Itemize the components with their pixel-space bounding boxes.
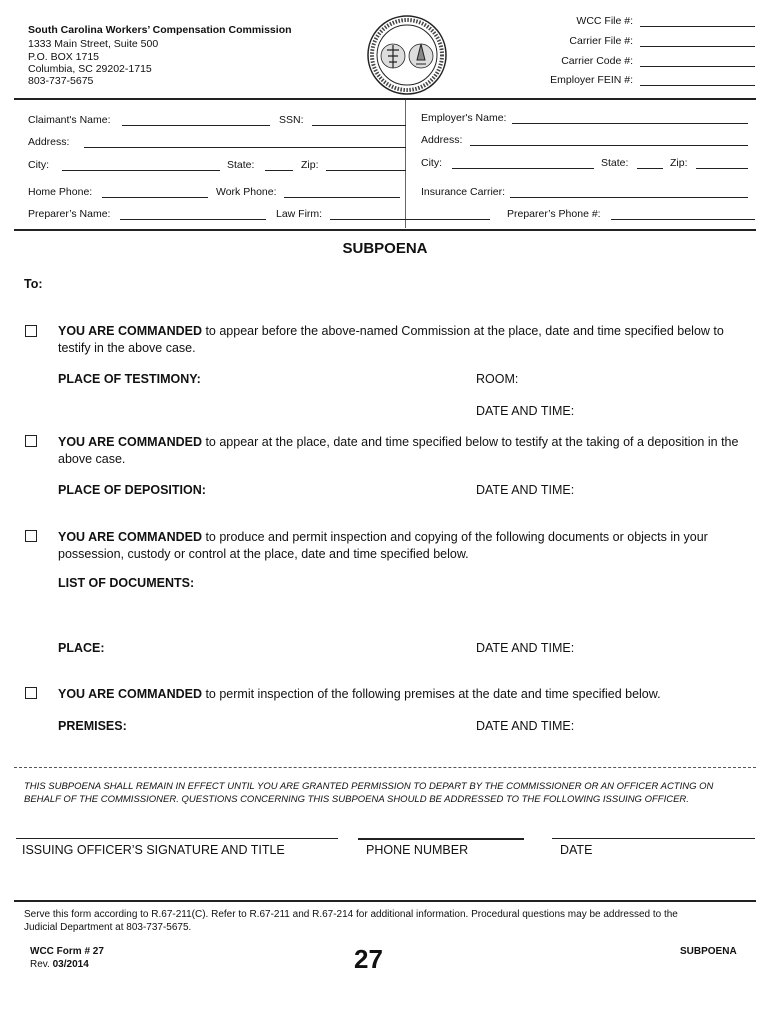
org-name: South Carolina Workers’ Compensation Commission (28, 24, 292, 36)
room-label: ROOM: (476, 372, 519, 386)
home-phone-field[interactable] (102, 197, 208, 198)
insurance-carrier-field[interactable] (510, 197, 748, 198)
place-of-deposition-label: PLACE OF DEPOSITION: (58, 483, 206, 497)
employer-address-label: Address: (421, 134, 463, 146)
law-firm-field[interactable] (330, 219, 490, 220)
footer-divider (14, 900, 756, 902)
employer-fein-label: Employer FEIN #: (550, 74, 633, 86)
preparer-name-label: Preparer’s Name: (28, 208, 111, 220)
employer-name-field[interactable] (512, 123, 748, 124)
page-title: SUBPOENA (342, 240, 428, 257)
claimant-city-label: City: (28, 159, 49, 171)
claimant-state-label: State: (227, 159, 255, 171)
claimant-state-field[interactable] (265, 170, 293, 171)
testimony-checkbox[interactable] (25, 325, 37, 337)
deposition-datetime-label: DATE AND TIME: (476, 483, 575, 497)
employer-city-field[interactable] (452, 168, 594, 169)
premises-checkbox[interactable] (25, 687, 37, 699)
list-of-documents-label: LIST OF DOCUMENTS: (58, 576, 195, 590)
work-phone-label: Work Phone: (216, 186, 277, 198)
claimant-name-label: Claimant's Name: (28, 114, 111, 126)
employer-state-label: State: (601, 157, 629, 169)
wcc-file-field[interactable] (640, 26, 755, 27)
notice-divider (14, 767, 756, 768)
deposition-checkbox[interactable] (25, 435, 37, 447)
state-seal-icon (366, 14, 448, 96)
officer-signature-line[interactable] (16, 838, 338, 839)
phone-number-label: PHONE NUMBER (366, 843, 469, 857)
preparer-name-field[interactable] (120, 219, 266, 220)
form-number: WCC Form # 27 (30, 946, 104, 957)
premises-label: PREMISES: (58, 719, 127, 733)
law-firm-label: Law Firm: (276, 208, 323, 220)
testimony-command: YOU ARE COMMANDED to appear before the above-named Commission at the place, date and time specified below to testify in the above case. (58, 324, 724, 355)
claimant-address-field[interactable] (84, 147, 406, 148)
serve-instructions: Serve this form according to R.67-211(C). Refer to R.67-211 and R.67-214 for additional information. Procedural questions may be addressed to the Judicial Department at 803-737-5675. (24, 909, 678, 933)
subpoena-notice: THIS SUBPOENA SHALL REMAIN IN EFFECT UNTIL YOU ARE GRANTED PERMISSION TO DEPART BY THE COMMISSIONER OR AN OFFICER ACTING ON BEHALF OF THE COMMISSIONER. QUESTIONS CONCERNING THIS SUBPOENA SHOULD BE ADDRESSED TO THE FOLLOWING ISSUING OFFICER. (24, 781, 714, 805)
revision: Rev. 03/2014 (30, 959, 89, 970)
place-of-testimony-label: PLACE OF TESTIMONY: (58, 372, 201, 386)
column-divider (405, 100, 406, 228)
documents-place-label: PLACE: (58, 641, 105, 655)
to-label: To: (24, 277, 43, 291)
phone-number-line[interactable] (358, 838, 524, 840)
claimant-city-field[interactable] (62, 170, 220, 171)
officer-signature-label: ISSUING OFFICER’S SIGNATURE AND TITLE (22, 843, 285, 857)
carrier-file-label: Carrier File #: (569, 35, 633, 47)
ssn-label: SSN: (279, 114, 304, 126)
claimant-zip-label: Zip: (301, 159, 319, 171)
employer-state-field[interactable] (637, 168, 663, 169)
testimony-datetime-label: DATE AND TIME: (476, 404, 575, 418)
claimant-address-label: Address: (28, 136, 70, 148)
org-phone: 803-737-5675 (28, 75, 94, 87)
form-name: SUBPOENA (680, 946, 737, 957)
employer-address-field[interactable] (470, 145, 748, 146)
documents-datetime-label: DATE AND TIME: (476, 641, 575, 655)
form-big-number: 27 (354, 944, 383, 974)
claimant-zip-field[interactable] (326, 170, 406, 171)
home-phone-label: Home Phone: (28, 186, 93, 198)
documents-command: YOU ARE COMMANDED to produce and permit inspection and copying of the following documents or objects in your possession, custody or control at the place, date and time specified below. (58, 530, 708, 561)
preparer-phone-label: Preparer’s Phone #: (507, 208, 601, 220)
employer-name-label: Employer's Name: (421, 112, 507, 124)
insurance-carrier-label: Insurance Carrier: (421, 186, 506, 198)
employer-zip-field[interactable] (696, 168, 748, 169)
date-line[interactable] (552, 838, 755, 839)
carrier-code-field[interactable] (640, 66, 755, 67)
deposition-command: YOU ARE COMMANDED to appear at the place, date and time specified below to testify at the taking of a deposition in the above case. (58, 435, 739, 466)
header-divider (14, 98, 756, 100)
date-label: DATE (560, 843, 593, 857)
org-address-line2: P.O. BOX 1715 (28, 51, 100, 63)
premises-datetime-label: DATE AND TIME: (476, 719, 575, 733)
documents-checkbox[interactable] (25, 530, 37, 542)
employer-zip-label: Zip: (670, 157, 688, 169)
org-address-line3: Columbia, SC 29202-1715 (28, 63, 152, 75)
employer-city-label: City: (421, 157, 442, 169)
fields-divider (14, 229, 756, 231)
ssn-field[interactable] (312, 125, 406, 126)
claimant-name-field[interactable] (122, 125, 270, 126)
carrier-code-label: Carrier Code #: (561, 55, 633, 67)
employer-fein-field[interactable] (640, 85, 755, 86)
org-address-line1: 1333 Main Street, Suite 500 (28, 38, 159, 50)
preparer-phone-field[interactable] (611, 219, 755, 220)
work-phone-field[interactable] (284, 197, 400, 198)
wcc-file-label: WCC File #: (576, 15, 633, 27)
carrier-file-field[interactable] (640, 46, 755, 47)
premises-command: YOU ARE COMMANDED to permit inspection of the following premises at the date and time specified below. (58, 687, 661, 701)
